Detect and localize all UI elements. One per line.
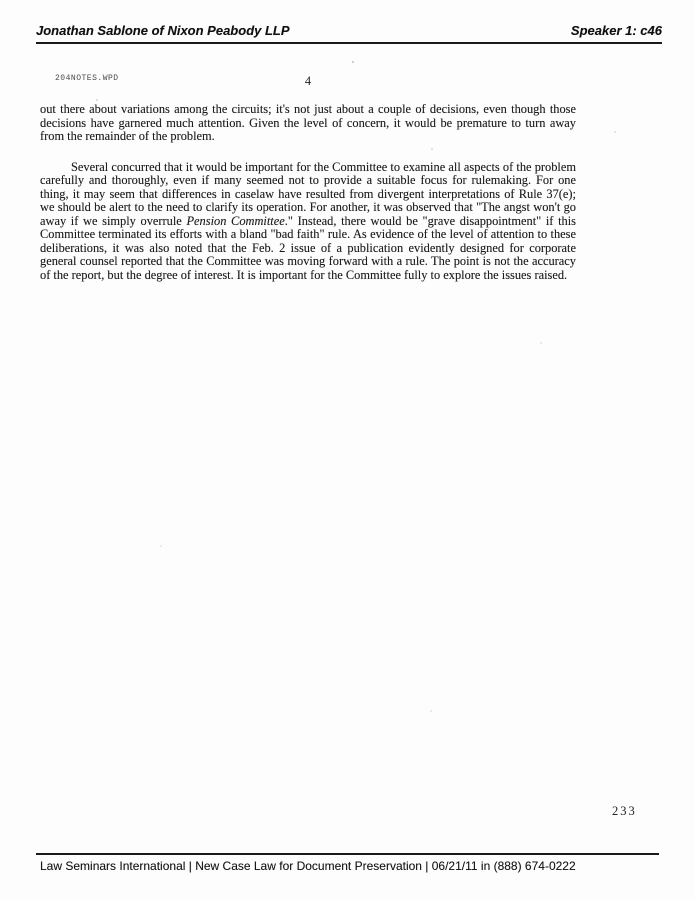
- scan-speck: [96, 99, 98, 101]
- header-session-tag: Speaker 1: c46: [570, 23, 662, 38]
- page-number-bottom: 233: [612, 804, 637, 818]
- scan-speck: [431, 148, 433, 150]
- paragraph: out there about variations among the circuits; it's not just about a couple of decisions, even though those decisions have garnered much attention. Given the level of concern, it would be premature to turn away from the remainder of the problem.: [40, 102, 576, 143]
- scan-speck: [352, 61, 354, 63]
- page-footer: [36, 853, 659, 873]
- scan-speck: [540, 342, 542, 344]
- scan-speck: [160, 545, 162, 547]
- footer-text: Law Seminars International | New Case Law for Document Preservation | 06/21/11 in (888) 674-0222: [40, 859, 576, 873]
- file-label: 204NOTES.WPD: [55, 74, 119, 83]
- case-name-italic: Pension Committee: [186, 213, 285, 228]
- paragraph: [40, 161, 576, 283]
- scan-speck: [430, 710, 432, 712]
- header-speaker-name: Jonathan Sablone of Nixon Peabody LLP: [36, 23, 290, 38]
- document-body: [40, 103, 576, 282]
- paragraph-text: ." Instead, there would be "grave disappointment" if this Committee terminated its efforts with a bland "bad faith" rule. As evidence of the level of attention to these deliberations, it was also noted that the Feb. 2 issue of a publication evidently designed for corporate general counsel reported that the Committee was moving forward with a rule. The point is not the accuracy of the report, but the degree of interest. It is important for the Committee fully to explore the issues raised.: [40, 213, 576, 282]
- scan-speck: [614, 131, 616, 133]
- page-number-top: 4: [304, 74, 312, 88]
- paragraph-text: Several concurred that it would be important for the Committee to examine all aspects of the problem carefully and thoroughly, even if many seemed not to provide a suitable focus for rulemaking. For one thing, it may seem that differences in caselaw have resulted from divergent interpretations of Rule 37(e); we should be alert to the need to clarify its operation. For another, it was observed that "The angst won't go away if we simply overrule: [40, 159, 576, 228]
- page-header: [36, 23, 662, 44]
